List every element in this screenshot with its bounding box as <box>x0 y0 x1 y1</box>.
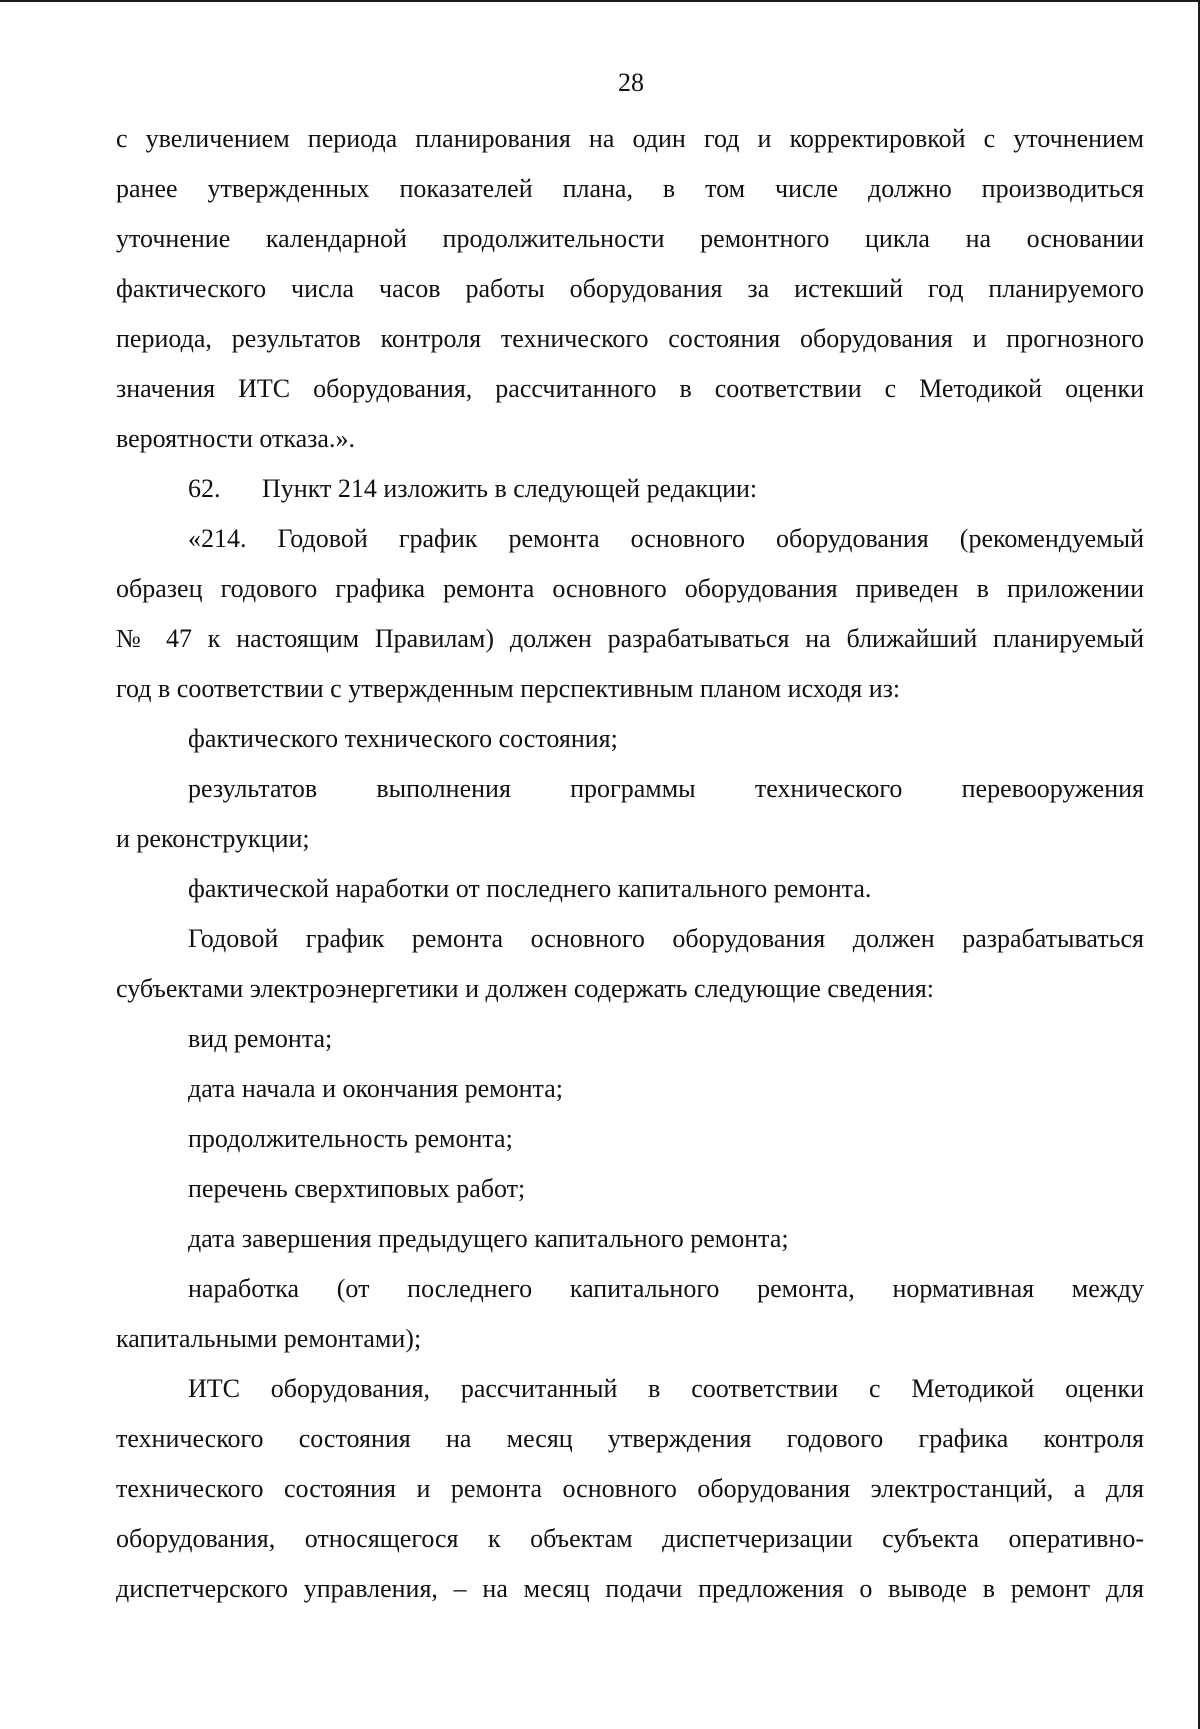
line-text: наработка (от последнего капитального ремонта, нормативная между <box>188 1274 1144 1303</box>
line-text: ИТС оборудования, рассчитанный в соответствии с Методикой оценки <box>188 1374 1144 1403</box>
text-line <box>116 1364 1144 1414</box>
line-text: и реконструкции; <box>116 824 310 853</box>
line-text: технического состояния и ремонта основного оборудования электростанций, а для <box>116 1474 1144 1503</box>
line-text: диспетчерского управления, – на месяц подачи предложения о выводе в ремонт для <box>116 1574 1144 1603</box>
line-text: фактического числа часов работы оборудования за истекший год планируемого <box>116 274 1144 303</box>
line-text: № 47 к настоящим Правилам) должен разрабатываться на ближайший планируемый <box>116 624 1144 653</box>
line-text: технического состояния на месяц утверждения годового графика контроля <box>116 1424 1144 1453</box>
text-line <box>116 1314 1144 1364</box>
line-text: образец годового графика ремонта основного оборудования приведен в приложении <box>116 574 1144 603</box>
text-line <box>116 764 1144 814</box>
line-text: фактической наработки от последнего капитального ремонта. <box>188 874 872 903</box>
line-text: дата начала и окончания ремонта; <box>188 1074 563 1103</box>
text-line <box>116 1164 1144 1214</box>
text-line <box>116 164 1144 214</box>
line-text: перечень сверхтиповых работ; <box>188 1174 526 1203</box>
text-line <box>116 114 1144 164</box>
line-text: Годовой график ремонта основного оборудования должен разрабатываться <box>188 924 1144 953</box>
text-line <box>116 564 1144 614</box>
line-text: «214. Годовой график ремонта основного оборудования (рекомендуемый <box>188 524 1144 553</box>
text-line <box>116 1014 1144 1064</box>
text-line <box>116 464 1144 514</box>
text-line <box>116 214 1144 264</box>
text-line <box>116 614 1144 664</box>
line-text: дата завершения предыдущего капитального ремонта; <box>188 1224 789 1253</box>
line-text: вид ремонта; <box>188 1024 333 1053</box>
line-text: оборудования, относящегося к объектам диспетчеризации субъекта оперативно- <box>116 1524 1144 1553</box>
line-text: капитальными ремонтами); <box>116 1324 422 1353</box>
item-number: 62. <box>188 474 221 503</box>
line-text: значения ИТС оборудования, рассчитанного в соответствии с Методикой оценки <box>116 374 1144 403</box>
text-line <box>116 914 1144 964</box>
line-text: результатов выполнения программы технического перевооружения <box>188 774 1144 803</box>
line-text: ранее утвержденных показателей плана, в том числе должно производиться <box>116 174 1144 203</box>
text-line <box>116 664 1144 714</box>
text-line <box>116 864 1144 914</box>
line-text: субъектами электроэнергетики и должен содержать следующие сведения: <box>116 974 935 1003</box>
text-line <box>116 1414 1144 1464</box>
line-text: фактического технического состояния; <box>188 724 618 753</box>
text-line <box>116 814 1144 864</box>
document-body <box>116 114 1144 1614</box>
text-line <box>116 714 1144 764</box>
text-line <box>116 1214 1144 1264</box>
text-line <box>116 1564 1144 1614</box>
text-line <box>116 1114 1144 1164</box>
line-text: вероятности отказа.». <box>116 424 355 453</box>
line-text: год в соответствии с утвержденным перспективным планом исходя из: <box>116 674 901 703</box>
text-line <box>116 964 1144 1014</box>
text-line <box>116 314 1144 364</box>
text-line <box>116 1064 1144 1114</box>
text-line <box>116 364 1144 414</box>
text-line <box>116 264 1144 314</box>
text-line <box>116 1514 1144 1564</box>
line-text: периода, результатов контроля технического состояния оборудования и прогнозного <box>116 324 1144 353</box>
text-line <box>116 1464 1144 1514</box>
text-line <box>116 1264 1144 1314</box>
page-number: 28 <box>618 68 644 97</box>
text-line <box>116 514 1144 564</box>
line-text: с увеличением периода планирования на один год и корректировкой с уточнением <box>116 124 1144 153</box>
line-text: уточнение календарной продолжительности ремонтного цикла на основании <box>116 224 1144 253</box>
line-text: Пункт 214 изложить в следующей редакции: <box>262 474 758 503</box>
line-text: продолжительность ремонта; <box>188 1124 513 1153</box>
text-line <box>116 414 1144 464</box>
